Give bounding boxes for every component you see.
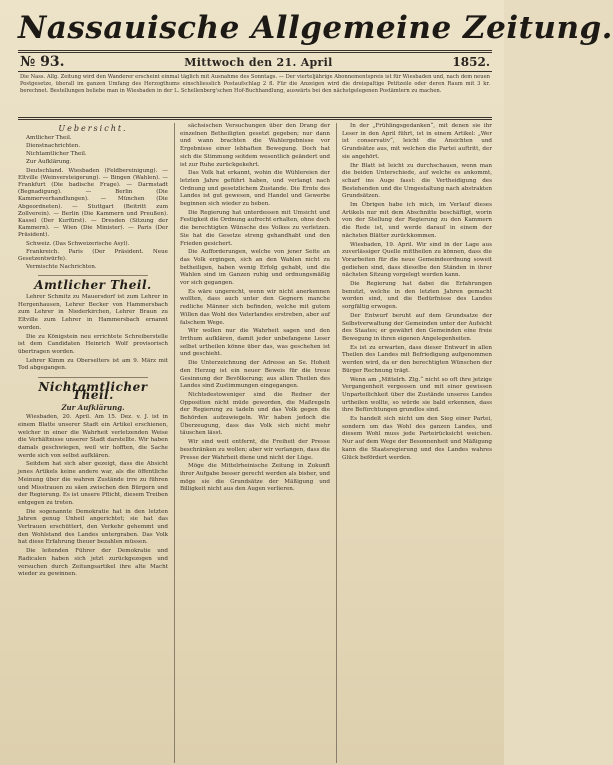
overview-item: Dienstnachrichten. [26, 142, 81, 149]
issue-number: № 93. [20, 54, 65, 70]
column-3 [336, 123, 492, 763]
article-paragraph: Wiesbaden, 20. April. Am 15. Dez. v. J. ist in einem Blatte unserer Stadt ein Artikel erschienen, welcher in einer die Wahrheit verletzenden Weise die Verhältnisse unserer Stadt darstellte. Wir haben damals geschwiegen, weil wir hofften, die Sache werde sich von selbst aufklären. [18, 414, 168, 459]
article-paragraph: Ihr Blatt ist leicht zu durchschauen, wenn man die beiden Unterschiede, auf welche es ankommt, scharf ins Auge fasst: die Vertheidigung des Bestehenden und die Umgestaltung nach abstrakten Grundsätzen. [342, 162, 492, 200]
article-paragraph: Wir wollen nur die Wahrheit sagen und den Irrthum aufklären, damit jeder unbefangene Leser selbst urtheilen könne über das, was geschehen ist und geschieht. [180, 328, 330, 358]
unofficial-section-title: Nichtamtlicher Theil. [38, 380, 148, 402]
article-paragraph: Die sogenannte Demokratie hat in den letzten Jahren genug Unheil angerichtet; sie hat das Vertrauen erschüttert, den Verkehr gehemmt und den Wohlstand des Landes untergraben. Das Volk hat diese Erfahrung theuer bezahlen müssen. [18, 508, 168, 546]
article-paragraph: Im Übrigen habe ich mich, im Verlauf dieses Artikels nur mit dem Abschnitte beschäftigt, worin von der Stellung der Regierung zu den Kammern die Rede ist, und werde darauf in einem der nächsten Blätter zurückkommen. [342, 202, 492, 239]
official-section-title: Amtlicher Theil. [34, 278, 152, 293]
article-columns [18, 123, 492, 763]
overview-item: Schweiz. (Das Schweizerische Asyl). [26, 240, 130, 247]
column-1 [18, 123, 168, 763]
article-paragraph: Die Regierung hat dabei die Erfahrungen benutzt, welche in den letzten Jahren gemacht worden sind, und die Bedürfnisse des Landes sorgfältig erwogen. [342, 281, 492, 311]
article-paragraph: Wiesbaden, 19. April. Wir sind in der Lage aus zuverlässiger Quelle mittheilen zu können, dass die Vorarbeiten für die neue Gemeindeordnung soweit gediehen sind, dass dieselbe den Ständen in ihrer nächsten Sitzung vorgelegt werden kann. [342, 241, 492, 279]
article-paragraph: Es handelt sich nicht um den Sieg einer Partei, sondern um das Wohl des ganzen Landes, und diesem Wohl muss jede Parteirücksicht weichen. Nur auf dem Wege der Besonnenheit und Mäßigung kann die Staatsregierung und des Landes wahres Glück befördert werden. [342, 416, 492, 461]
issue-year: 1852. [452, 55, 490, 69]
official-paragraph: Lehrer Schmitz zu Mauersdorf ist zum Lehrer in Hergenhausen, Lehrer Becker von Hammersbach zum Lehrer in Niederkirchen, Lehrer Braun zu Eltville zum Lehrer in Hammersbach ernannt worden. [18, 294, 168, 331]
article-paragraph: Es wäre ungerecht, wenn wir nicht anerkennen wollten, dass auch unter den Gegnern manche redliche Männer sich befinden, welche mit gutem Willen das Wohl des Vaterlandes erstreben, aber auf falschem Wege. [180, 288, 330, 326]
masthead-title: Nassauische Allgemeine Zeitung. [18, 10, 613, 46]
column-2 [174, 123, 330, 763]
section-divider [38, 377, 148, 378]
issue-line [18, 53, 492, 71]
overview-list [18, 135, 168, 272]
overview-item: Deutschland. Wiesbaden (Feldbereinigung). — Eltville (Weinversteigerung). — Bingen (Wahlen). — Frankfurt (Die badische Frage). — Darmstadt (Begnadigung). — Berlin (Die Kammerverhandlungen). — München (Die Abgeordneten). — Stuttgart (Beitritt zum Zollverein). — Berlin (Die Kammern und Preußen). Kassel (Der Kurfürst). — Dresden (Sitzung der Kammern). — Wien (Die Minister). — Paris (Der Präsident). [18, 167, 168, 239]
article-title: Zur Aufklärung. [61, 402, 125, 412]
article-paragraph: sächsischen Versuchungen über den Drang der einzelnen Betheiligten gesetzt gegeben; nur dann und wann brachten die Wahlergebnisse vor Ergebnisse einer lebhaften Bewegung. Doch hat sich die Stimmung seitdem wesentlich geändert und ist zur Ruhe zurückgekehrt. [180, 123, 330, 168]
article-paragraph: Wir sind weit entfernt, die Freiheit der Presse beschränken zu wollen; aber wir verlangen, dass die Presse der Wahrheit diene und nicht der Lüge. [180, 439, 330, 461]
overview-item: Frankreich. Paris (Der Präsident. Neue Gesetzentwürfe). [18, 248, 168, 262]
article-paragraph: Das Volk hat erkannt, wohin die Wühlereien der letzten Jahre geführt haben, und verlangt nach Ordnung und gesetzlichem Zustande. Die Ernte des Landes ist gut gewesen, und Handel und Gewerbe beginnen sich wieder zu heben. [180, 170, 330, 208]
subscription-notice: Die Nass. Allg. Zeitung wird den Wanderer erscheint einmal täglich mit Ausnahme des Sonntags. — Der vierteljährige Abonnementspreis ist für Wiesbaden und, nach dem neuen Postgesetze, überall im ganzen Umfang des Herzogthums einschliesslich Postaufschlag 2 fl. Für die Anzeigen wird die dreispaltige Petitzeile oder deren Raum mit 3 kr. berechnet. Bestellungen beliebe man in Wiesbaden in der L. Schellenberg'schen Hof-Buchhandlung, auswärts bei den nächstgelegenen Postämtern zu machen. [20, 74, 490, 95]
article-paragraph: Möge die Mittelrheinische Zeitung in Zukunft ihrer Aufgabe besser gerecht werden als bisher, und möge sie die Grundsätze der Mäßigung und Billigkeit nicht aus den Augen verlieren. [180, 463, 330, 493]
issue-date: Mittwoch den 21. April [184, 56, 333, 69]
overview-item: Nichtamtlicher Theil. [26, 151, 87, 158]
article-paragraph: Seitdem hat sich aber gezeigt, dass die Absicht jenes Artikels keine andere war, als die öffentliche Meinung über die wahren Zustände irre zu führen und Misstrauen zu säen zwischen den Bürgern und der Regierung. Es ist unsere Pflicht, diesem Treiben entgegen zu treten. [18, 461, 168, 506]
article-paragraph: Die leitenden Führer der Demokratie und Radicalen haben sich jetzt zurückgezogen und versuchen durch Zeitungsartikel ihre alte Macht wieder zu gewinnen. [18, 548, 168, 578]
article-paragraph: In der „Frühlingsgedanken“, mit denen sie ihr Leser in den April führt, ist in einem Artikel: „Wer ist conservativ“, leicht die Ansichten und Grundsätze aus, mit welchen die Partei auftritt, der sie angehört. [342, 123, 492, 160]
article-paragraph: Nichtsdestoweniger sind die Redner der Opposition nicht müde geworden, die Maßregeln der Regierung zu tadeln und das Volk gegen die Behörden aufzuwiegeln. Wir haben jedoch die Überzeugung, dass das Volk sich nicht mehr täuschen lässt. [180, 391, 330, 437]
official-paragraph: Die zu Königstein neu errichtete Schreiberstelle ist dem Candidaten Heinrich Wolf provisorisch übertragen worden. [18, 333, 168, 355]
article-paragraph: Die Aufforderungen, welche von jener Seite an das Volk ergingen, sich an den Wahlen nicht zu betheiligen, haben wenig Erfolg gehabt, und die Wahlen sind im Ganzen ruhig und ordnungsmäßig vor sich gegangen. [180, 249, 330, 287]
notice-rule [18, 117, 492, 120]
article-paragraph: Wenn am „Mittelrh. Ztg.“ nicht so oft ihre jetzige Vergangenheit vergessen und mit einer gewissen Unparteilichkeit über die Zustände unseres Landes urtheilen wollte, so würde sie bald erkennen, dass ihre Befürchtungen grundlos sind. [342, 376, 492, 414]
article-paragraph: Die Unterzeichnung der Adresse an Se. Hoheit den Herzog ist ein neuer Beweis für die treue Gesinnung der Bevölkerung; aus allen Theilen des Landes sind Zustimmungen eingegangen. [180, 360, 330, 390]
article-paragraph: Die Regierung hat unterdessen mit Umsicht und Festigkeit die Ordnung aufrecht erhalten, ohne doch die berechtigten Wünsche des Volkes zu verletzen. Sie hat die Gesetze streng gehandhabt und den Frieden gesichert. [180, 209, 330, 247]
article-paragraph: Der Entwurf beruht auf dem Grundsatze der Selbstverwaltung der Gemeinden unter der Aufsicht des Staates; er gewährt den Gemeinden eine freie Bewegung in ihren eigenen Angelegenheiten. [342, 312, 492, 342]
overview-title: Uebersicht. [58, 124, 128, 133]
overview-item: Vermischte Nachrichten. [26, 264, 97, 271]
section-divider [38, 275, 148, 276]
overview-item: Zur Aufklärung. [26, 159, 72, 166]
article-paragraph: Es ist zu erwarten, dass dieser Entwurf in allen Theilen des Landes mit Befriedigung aufgenommen werden wird, da er den berechtigten Wünschen der Bürger Rechnung trägt. [342, 344, 492, 374]
official-paragraph: Lehrer Kimm zu Oberselters ist am 9. März mit Tod abgegangen. [18, 357, 168, 372]
overview-item: Amtlicher Theil. [26, 134, 72, 141]
